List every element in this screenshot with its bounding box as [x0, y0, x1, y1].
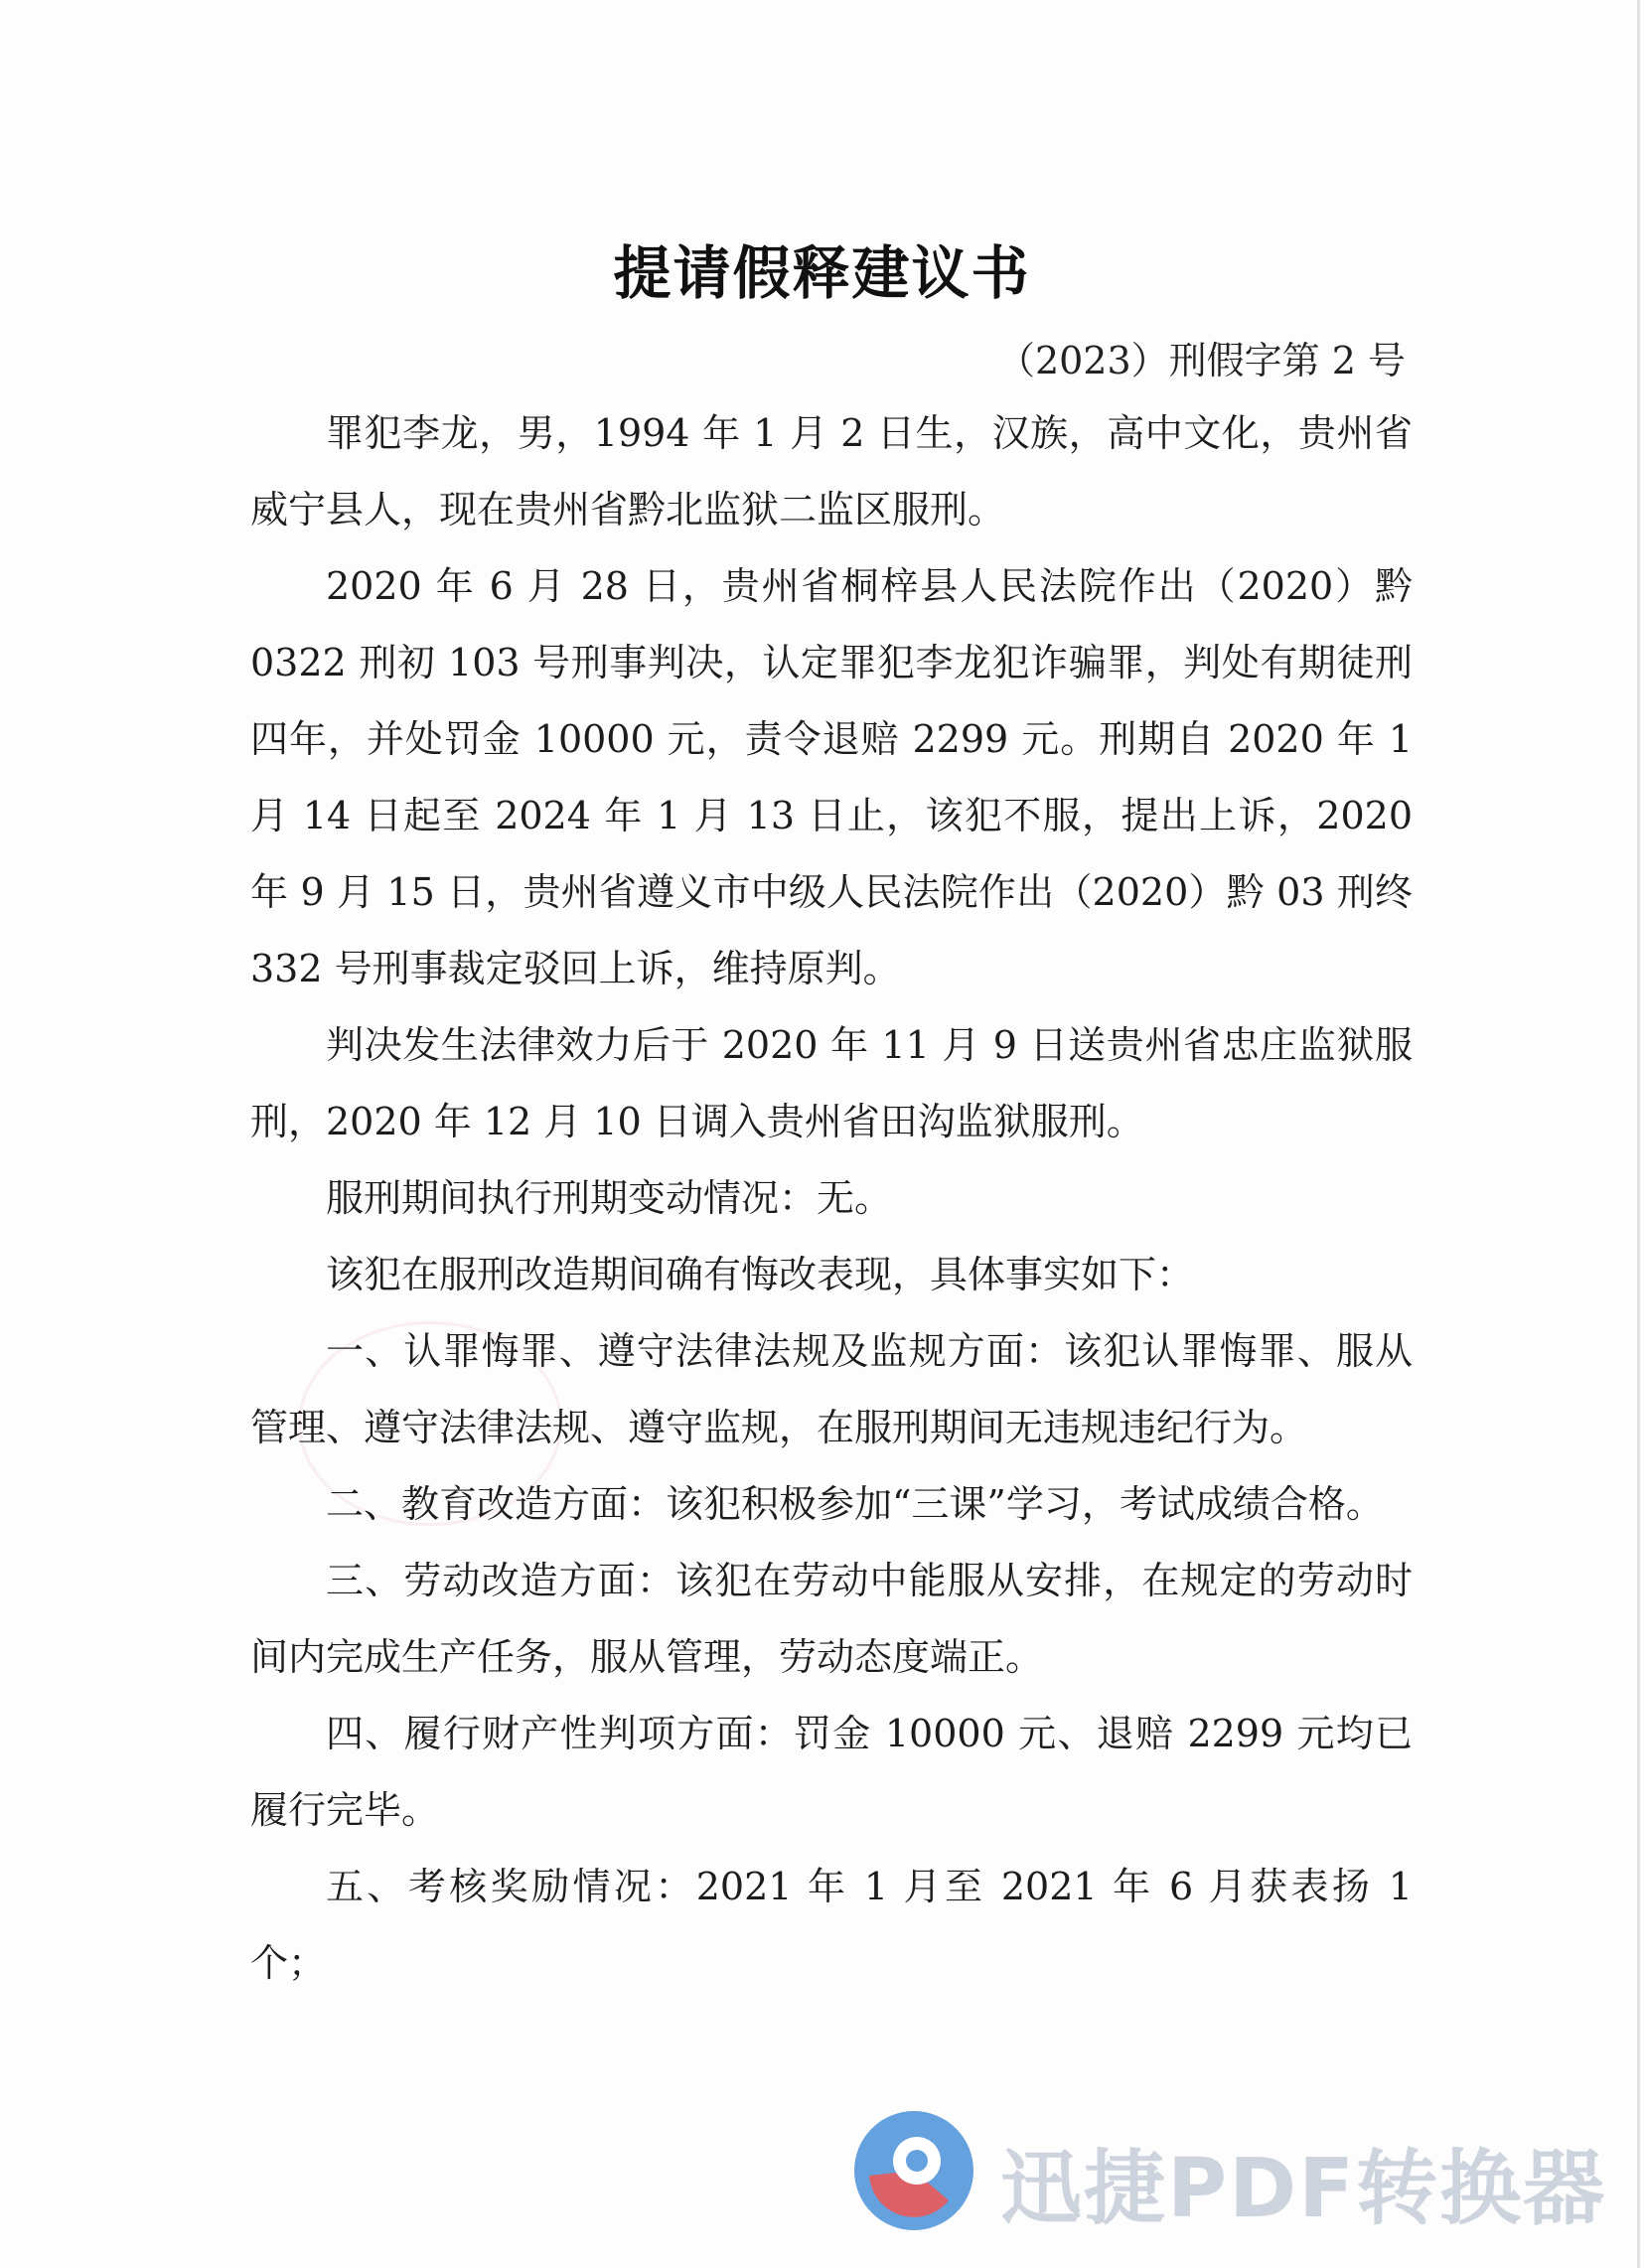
paragraph-item-3: 三、劳动改造方面：该犯在劳动中能服从安排，在规定的劳动时间内完成生产任务，服从管理，劳动态度端正。 — [250, 1559, 1413, 1679]
document-title: 提请假释建议书 — [613, 239, 1031, 307]
paragraph-item-2: 二、教育改造方面：该犯积极参加“三课”学习，考试成绩合格。 — [326, 1482, 1384, 1526]
watermark — [849, 2106, 1607, 2236]
document-number: （2023）刑假字第 2 号 — [996, 339, 1406, 382]
paragraph-judgment: 2020 年 6 月 28 日，贵州省桐梓县人民法院作出（2020）黔 0322 刑初 103 号刑事判决，认定罪犯李龙犯诈骗罪，判处有期徒刑四年，并处罚金 10000 元，责令退赔 2299 元。刑期自 2020 年 1 月 14 日起至 2024 年 1 月 13 日止，该犯不服，提出上诉，2020 年 9 月 15 日，贵州省遵义市中级人民法院作出（2020）黔 03 刑终 332 号刑事裁定驳回上诉，维持原判。 — [250, 564, 1413, 990]
paragraph-sentence-change: 服刑期间执行刑期变动情况：无。 — [326, 1176, 893, 1220]
xunjie-pdf-logo-icon — [849, 2106, 978, 2235]
paragraph-item-5: 五、考核奖励情况：2021 年 1 月至 2021 年 6 月获表扬 1 个； — [250, 1865, 1413, 1985]
document-body — [250, 395, 1413, 2002]
paragraph-transfer: 判决发生法律效力后于 2020 年 11 月 9 日送贵州省忠庄监狱服刑，2020 年 12 月 10 日调入贵州省田沟监狱服刑。 — [250, 1023, 1413, 1143]
paragraph-item-4: 四、履行财产性判项方面：罚金 10000 元、退赔 2299 元均已履行完毕。 — [250, 1712, 1413, 1832]
paragraph-offender-info: 罪犯李龙，男，1994 年 1 月 2 日生，汉族，高中文化，贵州省威宁县人，现在贵州省黔北监狱二监区服刑。 — [250, 411, 1413, 531]
paragraph-repentance-intro: 该犯在服刑改造期间确有悔改表现，具体事实如下： — [326, 1253, 1195, 1296]
paragraph-item-1: 一、认罪悔罪、遵守法律法规及监规方面：该犯认罪悔罪、服从管理、遵守法律法规、遵守监规，在服刑期间无违规违纪行为。 — [250, 1329, 1413, 1449]
page-edge-shadow — [1637, 0, 1640, 2268]
watermark-text: 迅捷PDF转换器 — [1000, 2142, 1607, 2236]
